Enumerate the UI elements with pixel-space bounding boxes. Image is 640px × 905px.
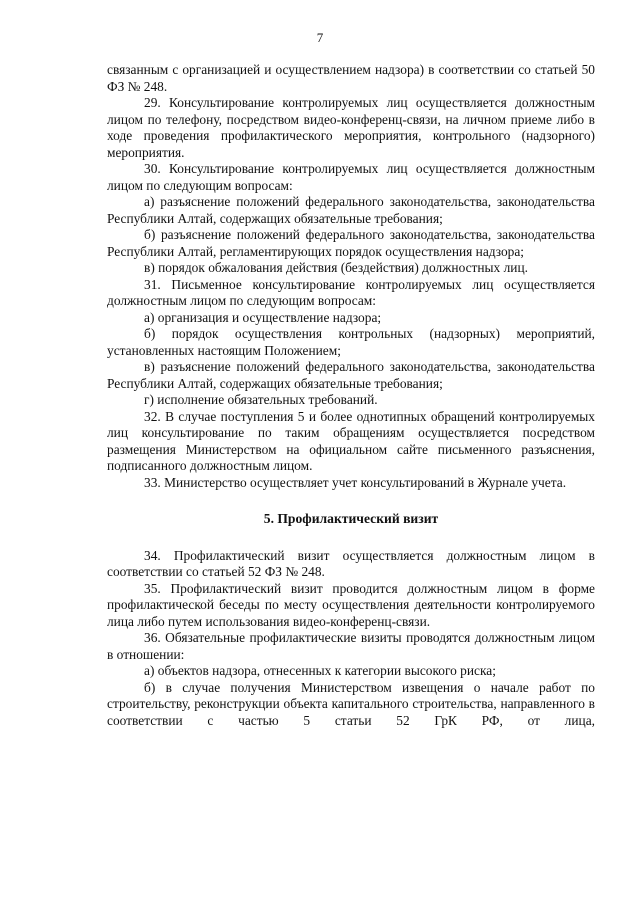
paragraph: а) объектов надзора, отнесенных к категории высокого риска; [144,663,496,678]
paragraphs-after-heading [107,548,595,730]
section-heading: 5. Профилактический визит [263,511,439,526]
paragraph: 32. В случае поступления 5 и более однотипных обращений контролируемых лиц консультирование по таким обращениям осуществляется посредством размещения Министерством на официальном сайте письменного разъяснения, подписанного должностным лицом. [107,408,595,473]
paragraph: 33. Министерство осуществляет учет консультирований в Журнале учета. [144,474,567,490]
paragraph: а) организация и осуществление надзора; [144,309,382,325]
paragraph: в) порядок обжалования действия (бездействия) должностных лиц. [144,260,528,275]
paragraph: б) порядок осуществления контрольных (надзорных) мероприятий, установленных настоящим Положением; [107,326,595,358]
paragraph: а) разъяснение положений федерального законодательства, законодательства Республики Алтай, содержащих обязательные требования; [107,194,595,226]
paragraph: 36. Обязательные профилактические визиты проводятся должностным лицом в отношении: [107,630,595,662]
paragraph: б) в случае получения Министерством извещения о начале работ по строительству, реконструкции объекта капитального строительства, направленного в соответствии с частью 5 статьи 52 ГрК РФ, от лица, [107,679,595,728]
paragraph: 34. Профилактический визит осуществляется должностным лицом в соответствии со статьей 52 ФЗ № 248. [107,547,595,579]
page-number: 7 [316,30,324,45]
paragraph: г) исполнение обязательных требований. [144,392,378,407]
paragraph: 29. Консультирование контролируемых лиц осуществляется должностным лицом по телефону, посредством видео-конференц-связи, на личном приеме либо в ходе проведения профилактического мероприятия, контрольного (надзорного) мероприятия. [107,95,595,160]
paragraph: 31. Письменное консультирование контролируемых лиц осуществляется должностным лицом по следующим вопросам: [107,276,595,308]
paragraph: б) разъяснение положений федерального законодательства, законодательства Республики Алтай, регламентирующих порядок осуществления надзора; [107,227,595,259]
paragraph: в) разъяснение положений федерального законодательства, законодательства Республики Алтай, содержащих обязательные требования; [107,359,595,391]
paragraph: связанным с организацией и осуществлением надзора) в соответствии со статьей 50 ФЗ № 248. [107,62,595,94]
paragraphs-before-heading [107,62,595,491]
paragraph: 30. Консультирование контролируемых лиц осуществляется должностным лицом по следующим вопросам: [107,161,595,193]
paragraph: 35. Профилактический визит проводится должностным лицом в форме профилактической беседы по месту осуществления деятельности контролируемого лица либо путем использования видео-конференц-связи. [107,580,595,629]
document-body [107,62,595,729]
